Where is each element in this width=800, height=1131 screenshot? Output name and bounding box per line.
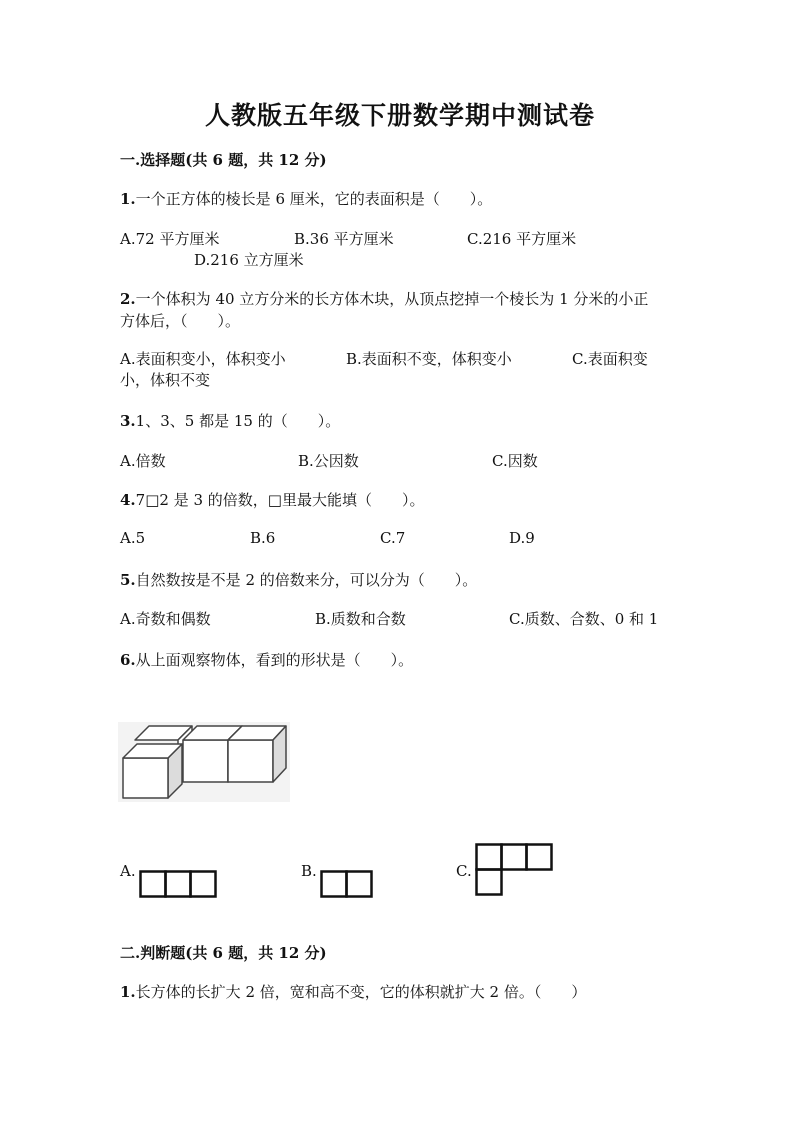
question-text: 1、3、5 都是 15 的（ ）。 xyxy=(135,412,341,430)
question-number: 6. xyxy=(120,651,136,669)
option-b: B.表面积不变，体积变小 xyxy=(346,350,512,368)
option-a: A.倍数 xyxy=(120,452,166,470)
option-c: C.7 xyxy=(380,529,406,547)
option-b: B.6 xyxy=(250,529,276,547)
option-d: D.9 xyxy=(509,529,535,547)
option-a: A.72 平方厘米 xyxy=(120,230,220,248)
question-4 xyxy=(120,489,424,510)
question-number: 1. xyxy=(120,190,136,208)
option-b: B.36 平方厘米 xyxy=(294,230,394,248)
question-2 xyxy=(120,288,648,309)
question-number: 1. xyxy=(120,983,136,1001)
option-b: B.公因数 xyxy=(298,452,359,470)
question-text: 自然数按是不是 2 的倍数来分，可以分为（ ）。 xyxy=(135,571,478,589)
judgment-1 xyxy=(120,981,586,1002)
option-c: C.因数 xyxy=(492,452,538,470)
question-text: 从上面观察物体，看到的形状是（ ）。 xyxy=(135,651,414,669)
question-1 xyxy=(120,188,492,209)
question-text: 一个正方体的棱长是 6 厘米，它的表面积是（ ）。 xyxy=(135,190,493,208)
option-a: A.表面积变小，体积变小 xyxy=(120,350,286,368)
option-a-shape xyxy=(139,870,219,898)
question-number: 5. xyxy=(120,571,136,589)
option-a: A.奇数和偶数 xyxy=(120,610,211,628)
question-6 xyxy=(120,649,413,670)
option-c: C.质数、合数、0 和 1 xyxy=(509,610,659,628)
question-number: 2. xyxy=(120,290,136,308)
option-c-label: C. xyxy=(456,862,472,880)
question-number: 3. xyxy=(120,412,136,430)
option-b-label: B. xyxy=(301,862,317,880)
option-c-continued: 小，体积不变 xyxy=(120,371,211,389)
question-5 xyxy=(120,569,477,590)
question-text-line1: 一个体积为 40 立方分米的长方体木块，从顶点挖掉一个棱长为 1 分米的小正 xyxy=(135,290,649,308)
question-2-line2: 方体后，（ ）。 xyxy=(120,312,241,330)
cube-arrangement-figure xyxy=(118,722,290,802)
option-c: C.216 平方厘米 xyxy=(467,230,577,248)
question-text: 7□2 是 3 的倍数，□里最大能填（ ）。 xyxy=(135,491,425,509)
question-3 xyxy=(120,410,340,431)
option-c: C.表面积变 xyxy=(572,350,648,368)
option-d: D.216 立方厘米 xyxy=(194,251,304,269)
section-heading-choice: 一.选择题(共 6 题，共 12 分) xyxy=(120,151,327,169)
section-heading-judgment: 二.判断题(共 6 题，共 12 分) xyxy=(120,944,327,962)
option-c-shape xyxy=(475,843,557,899)
question-text: 长方体的长扩大 2 倍，宽和高不变，它的体积就扩大 2 倍。（ ） xyxy=(135,983,587,1001)
page-title: 人教版五年级下册数学期中测试卷 xyxy=(204,101,595,130)
option-b-shape xyxy=(320,870,376,898)
option-a: A.5 xyxy=(120,529,146,547)
question-number: 4. xyxy=(120,491,136,509)
option-b: B.质数和合数 xyxy=(315,610,406,628)
option-a-label: A. xyxy=(120,862,136,880)
